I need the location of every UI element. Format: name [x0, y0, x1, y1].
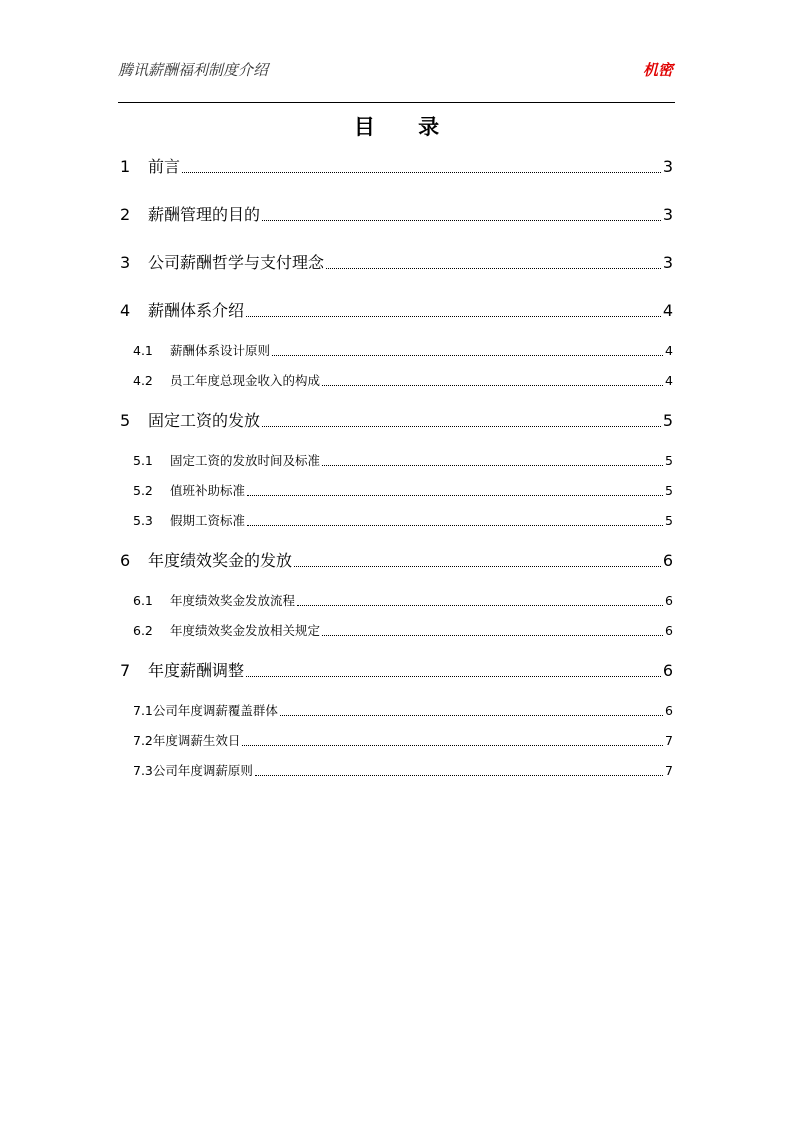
toc-entry[interactable]: [118, 371, 673, 389]
toc-entry[interactable]: [118, 621, 673, 639]
toc-entry-number: 6.1: [133, 593, 153, 608]
toc-entry-number: 6: [120, 551, 131, 570]
toc-entry[interactable]: [118, 701, 673, 719]
toc-entry-number: 5.2: [133, 483, 153, 498]
toc-entry-title: 公司薪酬哲学与支付理念: [148, 253, 325, 272]
toc-entry-title: 员工年度总现金收入的构成: [170, 373, 321, 388]
confidential-label: 机密: [642, 61, 673, 79]
document-title: 腾讯薪酬福利制度介绍: [118, 61, 269, 79]
toc-leader-dots: [182, 171, 661, 173]
toc-entry-title: 假期工资标准: [170, 513, 246, 528]
toc-entry-title: 年度调薪生效日: [152, 733, 241, 748]
toc-entry[interactable]: [118, 761, 673, 779]
toc-entry-number: 7.3: [133, 763, 153, 778]
toc-entry[interactable]: [118, 408, 673, 431]
toc-entry[interactable]: [118, 658, 673, 681]
toc-leader-dots: [280, 714, 663, 716]
toc-leader-dots: [242, 744, 663, 746]
toc-entry-number: 3: [120, 253, 131, 272]
toc-entry[interactable]: [118, 298, 673, 321]
toc-entry-title: 公司年度调薪原则: [152, 763, 253, 778]
toc-entry-page: 4: [665, 343, 673, 358]
toc-entry-title: 年度绩效奖金的发放: [148, 551, 293, 570]
page-header: [118, 56, 675, 103]
toc-leader-dots: [322, 634, 663, 636]
toc-entry-title: 前言: [148, 157, 181, 176]
toc-entry-number: 4.1: [133, 343, 153, 358]
toc-leader-dots: [246, 315, 661, 317]
toc-entry-title: 年度薪酬调整: [148, 661, 245, 680]
toc-entry[interactable]: [118, 591, 673, 609]
toc-entry-number: 7: [120, 661, 131, 680]
toc-entry-title: 固定工资的发放时间及标准: [170, 453, 321, 468]
toc-entry-title: 年度绩效奖金发放相关规定: [170, 623, 321, 638]
toc-entry[interactable]: [118, 202, 673, 225]
toc-entry-number: 5.1: [133, 453, 153, 468]
toc-entry[interactable]: [118, 250, 673, 273]
toc-entry-page: 6: [665, 593, 673, 608]
toc-leader-dots: [272, 354, 663, 356]
toc-entry-page: 5: [665, 453, 673, 468]
toc-entry-title: 公司年度调薪覆盖群体: [152, 703, 278, 718]
toc-entry-page: 5: [665, 483, 673, 498]
toc-entry-page: 4: [662, 301, 673, 320]
toc-entry-page: 3: [662, 205, 673, 224]
toc-entry-title: 薪酬管理的目的: [148, 205, 261, 224]
toc-entry-number: 5: [120, 411, 131, 430]
toc-entry-page: 7: [665, 733, 673, 748]
toc-leader-dots: [326, 267, 661, 269]
toc-entry[interactable]: [118, 511, 673, 529]
toc-entry-page: 3: [662, 157, 673, 176]
toc-entry-page: 6: [665, 703, 673, 718]
toc-entry-number: 6.2: [133, 623, 153, 638]
toc-entry[interactable]: [118, 548, 673, 571]
toc-heading: 目 录: [353, 114, 458, 139]
toc-entry-title: 年度绩效奖金发放流程: [170, 593, 296, 608]
toc-entry-page: 6: [662, 551, 673, 570]
toc-entry-page: 7: [665, 763, 673, 778]
toc-entry-title: 薪酬体系设计原则: [170, 343, 271, 358]
toc-leader-dots: [294, 565, 661, 567]
toc-entry-number: 4.2: [133, 373, 153, 388]
toc-leader-dots: [247, 524, 663, 526]
toc-entry[interactable]: [118, 341, 673, 359]
toc-entry-title: 薪酬体系介绍: [148, 301, 245, 320]
toc-entry-title: 固定工资的发放: [148, 411, 261, 430]
toc-entry-number: 7.1: [133, 703, 153, 718]
toc-entry[interactable]: [118, 451, 673, 469]
toc-entry-number: 5.3: [133, 513, 153, 528]
toc-entry[interactable]: [118, 154, 673, 177]
toc-entry-page: 6: [665, 623, 673, 638]
toc-entry[interactable]: [118, 731, 673, 749]
toc-leader-dots: [255, 774, 663, 776]
toc-leader-dots: [297, 604, 663, 606]
toc-leader-dots: [247, 494, 663, 496]
toc-entry[interactable]: [118, 481, 673, 499]
toc-leader-dots: [262, 219, 661, 221]
toc-entry-number: 4: [120, 301, 131, 320]
toc-entry-page: 4: [665, 373, 673, 388]
toc-entry-page: 5: [665, 513, 673, 528]
toc-entry-number: 1: [120, 157, 131, 176]
toc-leader-dots: [322, 464, 663, 466]
toc-entry-page: 5: [662, 411, 673, 430]
toc-entry-page: 3: [662, 253, 673, 272]
toc-leader-dots: [262, 425, 661, 427]
toc-entry-page: 6: [662, 661, 673, 680]
toc-leader-dots: [322, 384, 663, 386]
toc-entry-number: 7.2: [133, 733, 153, 748]
toc-entry-title: 值班补助标准: [170, 483, 246, 498]
toc-entry-number: 2: [120, 205, 131, 224]
toc-leader-dots: [246, 675, 661, 677]
